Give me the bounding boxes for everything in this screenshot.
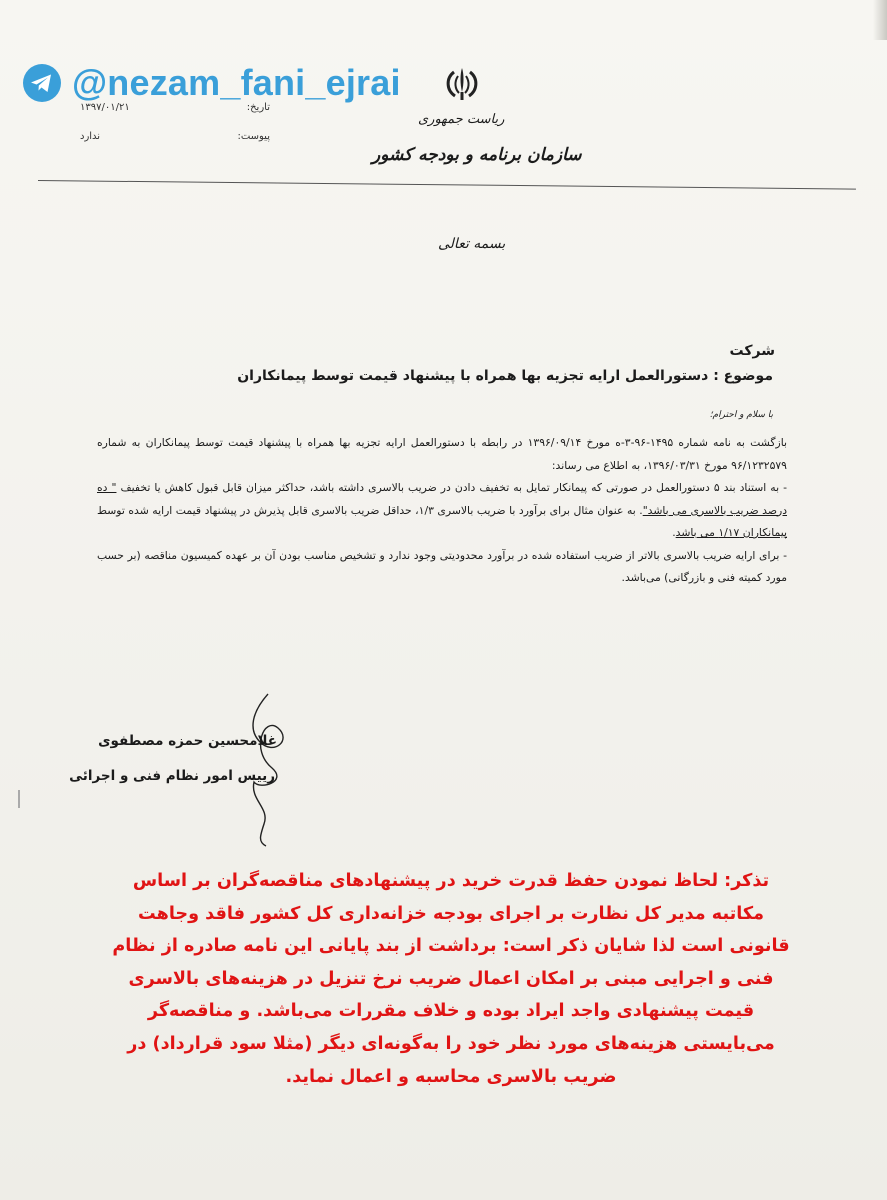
recipient: شرکت — [729, 343, 775, 359]
basmala: بسمه تعالی — [438, 236, 506, 252]
attachment-label: پیوست: — [237, 131, 270, 142]
attachment-value: ندارد — [80, 131, 101, 142]
clause5-underlined-min: پیمانکاران ۱/۱۷ می باشد — [675, 526, 787, 539]
clause5-end: . — [672, 526, 676, 539]
greeting: با سلام و احترام؛ — [709, 410, 773, 420]
paragraph-higher-factor: - برای ارایه ضریب بالاسری بالاتر از ضریب استفاده شده در برآورد محدودیتی وجود ندارد و تشخیص مناسب بودن آن بر عهده کمیسیون مناقصه (بر حسب مورد کمیته فنی و بازرگانی) می‌باشد. — [97, 548, 787, 584]
telegram-icon — [22, 63, 62, 103]
paper-edge — [873, 0, 887, 40]
subject-line: موضوع : دستورالعمل ارایه تجزیه بها همراه با پیشنهاد قیمت توسط پیمانکاران — [237, 368, 773, 384]
paragraph-clause-5 — [97, 477, 787, 545]
org-line-presidency: ریاست جمهوری — [418, 112, 505, 127]
signer-name: غلامحسین حمزه مصطفوی — [98, 733, 277, 749]
header-divider — [38, 180, 856, 190]
meta-attachment-row — [80, 131, 270, 142]
watermark — [22, 62, 401, 104]
date-label: تاریخ: — [246, 102, 270, 113]
iran-emblem-icon — [440, 62, 484, 106]
letter-body — [97, 432, 787, 590]
letter-meta — [80, 102, 270, 160]
clause5-underlined-rate: " ده درصد ضریب بالاسری می باشد" — [97, 481, 788, 517]
watermark-handle: @nezam_fani_ejrai — [72, 62, 401, 103]
paper-mark — [18, 790, 20, 808]
meta-date-row — [80, 102, 270, 113]
org-line-pbo: سازمان برنامه و بودجه کشور — [372, 145, 582, 165]
paragraph-reference: بازگشت به نامه شماره ۱۴۹۵-۹۶-۳-ه مورخ ۱۳۹۶/۰۹/۱۴ در رابطه با دستورالعمل ارایه تجزیه بها همراه با پیشنهاد قیمت توسط پیمانکاران به شماره ۹۶/۱۲۳۲۵۷۹ مورخ ۱۳۹۶/۰۳/۳۱، به اطلاع می رساند: — [97, 436, 787, 472]
red-note: تذکر: لحاظ نمودن حفظ قدرت خرید در پیشنهادهای مناقصه‌گران بر اساس مکاتبه مدیر کل نظارت بر اجرای بودجه خزانه‌داری کل کشور فاقد وجاهت قانونی است لذا شایان ذکر است: برداشت از بند پایانی این نامه صادره از نظام فنی و اجرایی مبنی بر امکان اعمال ضریب نرخ تنزیل در هزینه‌های بالاسری قیمت پیشنهادی واجد ایراد بوده و خلاف مقررات می‌باشد. و مناقصه‌گر می‌بایستی هزینه‌های مورد نظر خود را به‌گونه‌ای دیگر (مثلا سود قرارداد) در ضریب بالاسری محاسبه و اعمال نماید. — [112, 871, 790, 1087]
date-value: ۱۳۹۷/۰۱/۲۱ — [80, 102, 130, 113]
clause5-part-a: - به استناد بند ۵ دستورالعمل در صورتی که پیمانکار تمایل به تخفیف دادن در ضریب بالاسری داشته باشد، حداکثر میزان قابل قبول کاهش یا تخفیف — [116, 481, 787, 494]
signer-title: رییس امور نظام فنی و اجرائی — [69, 768, 275, 784]
clause5-part-c: . به عنوان مثال برای برآورد با ضریب بالاسری ۱/۳، حداقل ضریب بالاسری قابل پذیرش در پیشنهاد قیمت ارایه شده توسط — [97, 503, 643, 517]
